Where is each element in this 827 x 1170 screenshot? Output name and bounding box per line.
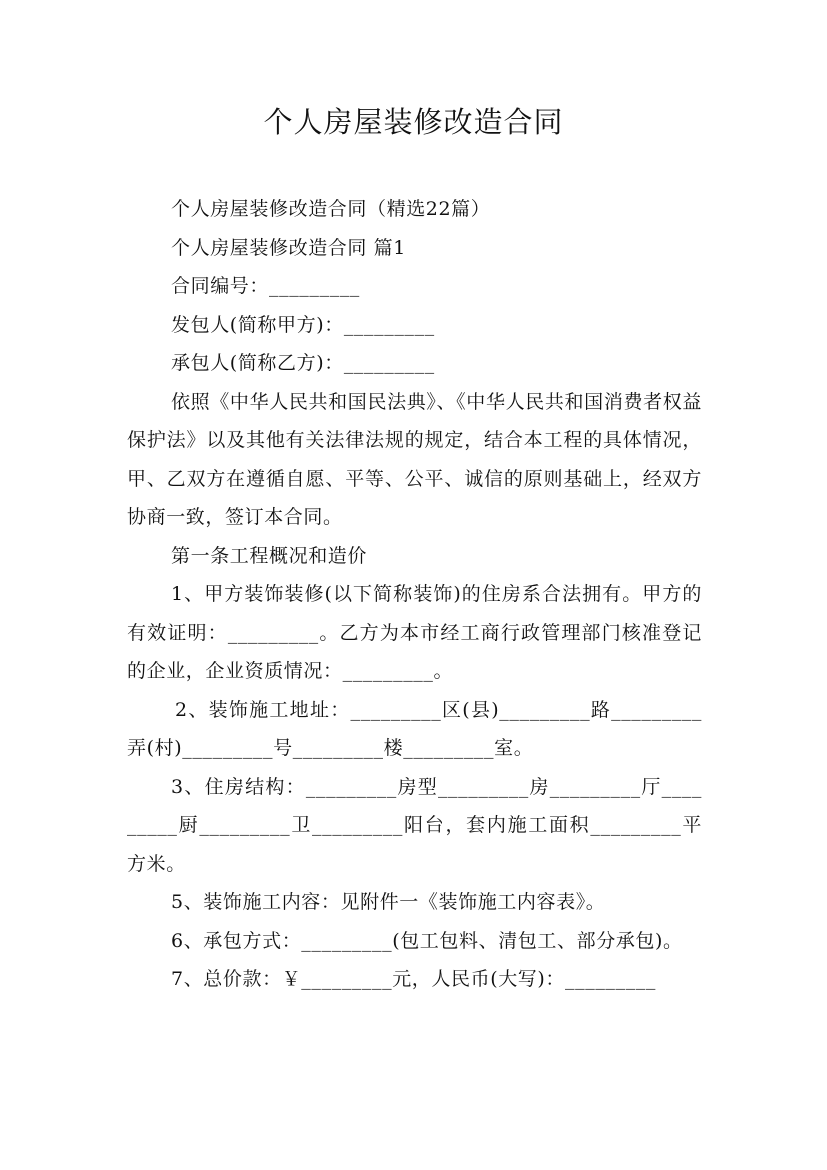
document-body <box>127 190 702 999</box>
paragraph-party-a: 发包人(简称甲方)：_________ <box>171 313 435 336</box>
document-title: 个人房屋装修改造合同 <box>263 105 564 139</box>
paragraph-clause-6: 6、承包方式：_________(包工包料、清包工、部分承包)。 <box>171 929 683 952</box>
paragraph-contract-number: 合同编号：_________ <box>171 275 360 297</box>
paragraph-party-b: 承包人(简称乙方)：_________ <box>171 352 435 374</box>
paragraph-clause-5: 5、装饰施工内容：见附件一《装饰施工内容表》。 <box>171 891 606 913</box>
paragraph-section-heading: 个人房屋装修改造合同 篇1 <box>171 236 406 259</box>
paragraph-clause-3: 3、住房结构：_________房型_________房_________厅_________厨_________卫_________阳台，套内施工面积_________平方米。 <box>127 775 702 875</box>
paragraph-preamble: 依照《中华人民共和国民法典》、《中华人民共和国消费者权益保护法》以及其他有关法律法规的规定，结合本工程的具体情况，甲、乙双方在遵循自愿、平等、公平、诚信的原则基础上，经双方协商一致，签订本合同。 <box>127 390 702 528</box>
paragraph-article-1-heading: 第一条工程概况和造价 <box>171 544 368 567</box>
paragraph-clause-7: 7、总价款：￥_________元，人民币(大写)：_________ <box>171 968 656 990</box>
paragraph-clause-1: 1、甲方装饰装修(以下简称装饰)的住房系合法拥有。甲方的有效证明：_________。乙方为本市经工商行政管理部门核准登记的企业，企业资质情况：_________。 <box>127 583 702 682</box>
paragraph-clause-2: 2、装饰施工地址：_________区(县)_________路_________弄(村)_________号_________楼_________室。 <box>127 698 702 759</box>
paragraph-subtitle: 个人房屋装修改造合同（精选22篇） <box>171 198 491 220</box>
